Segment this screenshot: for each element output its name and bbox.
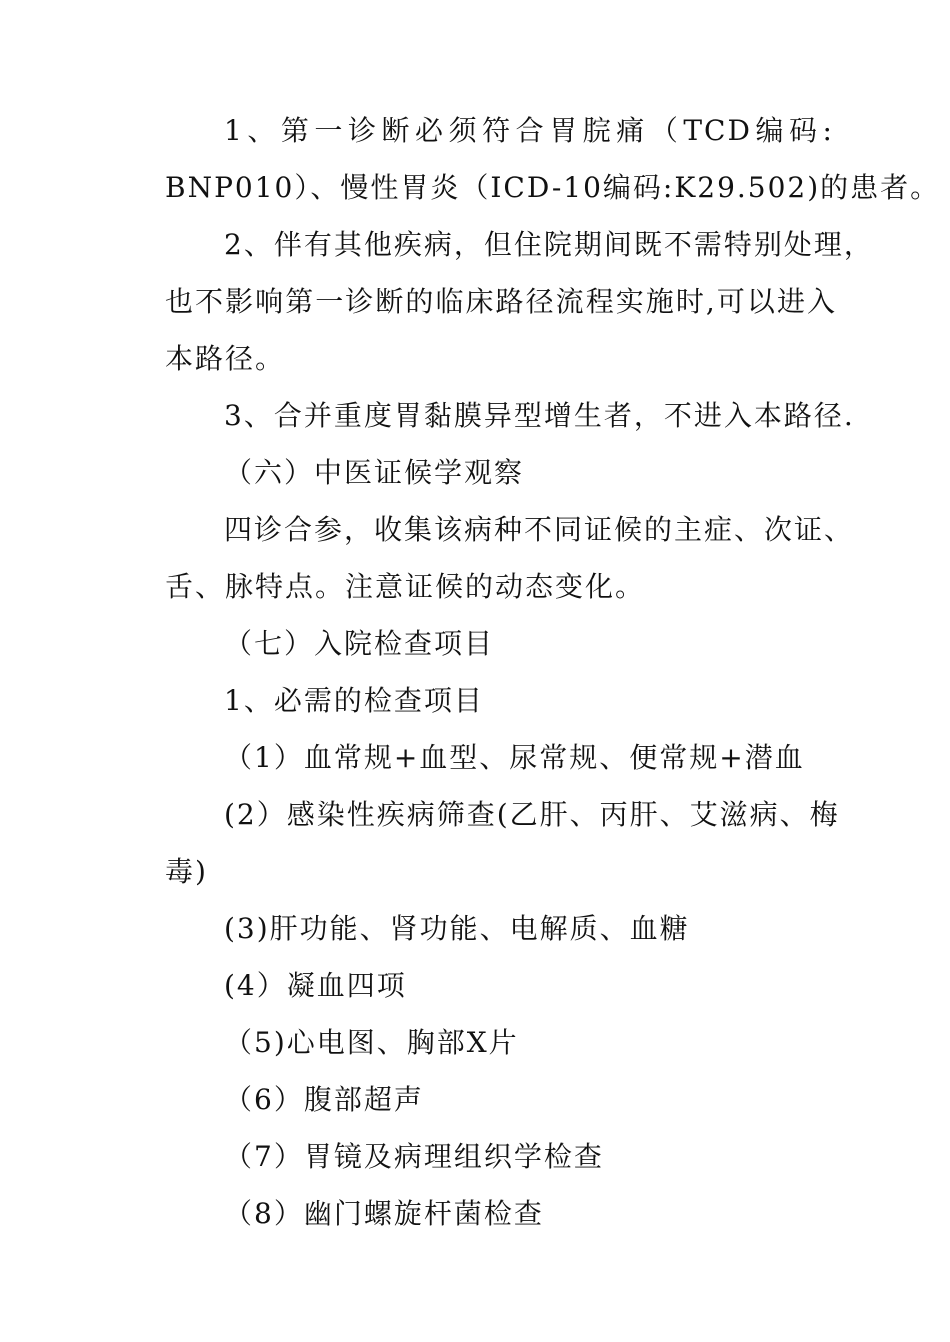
section-heading-7: （七）入院检查项目 xyxy=(224,627,495,660)
subsection-heading-1: 1、必需的检查项目 xyxy=(224,684,484,717)
paragraph-2-line-2: 也不影响第一诊断的临床路径流程实施时,可以进入 xyxy=(165,285,837,318)
list-item-5: （5)心电图、胸部X片 xyxy=(224,1026,519,1059)
section-heading-6: （六）中医证候学观察 xyxy=(224,456,525,489)
paragraph-4-line-2: 舌、脉特点。注意证候的动态变化。 xyxy=(165,570,646,603)
list-item-4: (4）凝血四项 xyxy=(224,969,407,1002)
list-item-6: （6）腹部超声 xyxy=(224,1083,424,1116)
paragraph-2-line-3: 本路径。 xyxy=(165,342,286,375)
list-item-1: （1）血常规+血型、尿常规、便常规+潜血 xyxy=(224,741,805,774)
paragraph-2-line-1: 2、伴有其他疾病，但住院期间既不需特别处理， xyxy=(224,228,874,261)
list-item-2-line-2: 毒) xyxy=(165,855,208,888)
list-item-8: （8）幽门螺旋杆菌检查 xyxy=(224,1197,544,1230)
paragraph-1-line-1: 1、第一诊断必须符合胃脘痛（TCD编码: xyxy=(224,114,834,147)
list-item-7: （7）胃镜及病理组织学检查 xyxy=(224,1140,604,1173)
paragraph-3-line-1: 3、合并重度胃黏膜异型增生者，不进入本路径. xyxy=(224,399,855,432)
list-item-3: (3)肝功能、肾功能、电解质、血糖 xyxy=(224,912,690,945)
paragraph-1-line-2: BNP010）、慢性胃炎（ICD-10编码:K29.502)的患者。 xyxy=(165,171,941,204)
list-item-2-line-1: (2）感染性疾病筛查(乙肝、丙肝、艾滋病、梅 xyxy=(224,798,840,831)
paragraph-4-line-1: 四诊合参，收集该病种不同证候的主症、次证、 xyxy=(224,513,855,546)
